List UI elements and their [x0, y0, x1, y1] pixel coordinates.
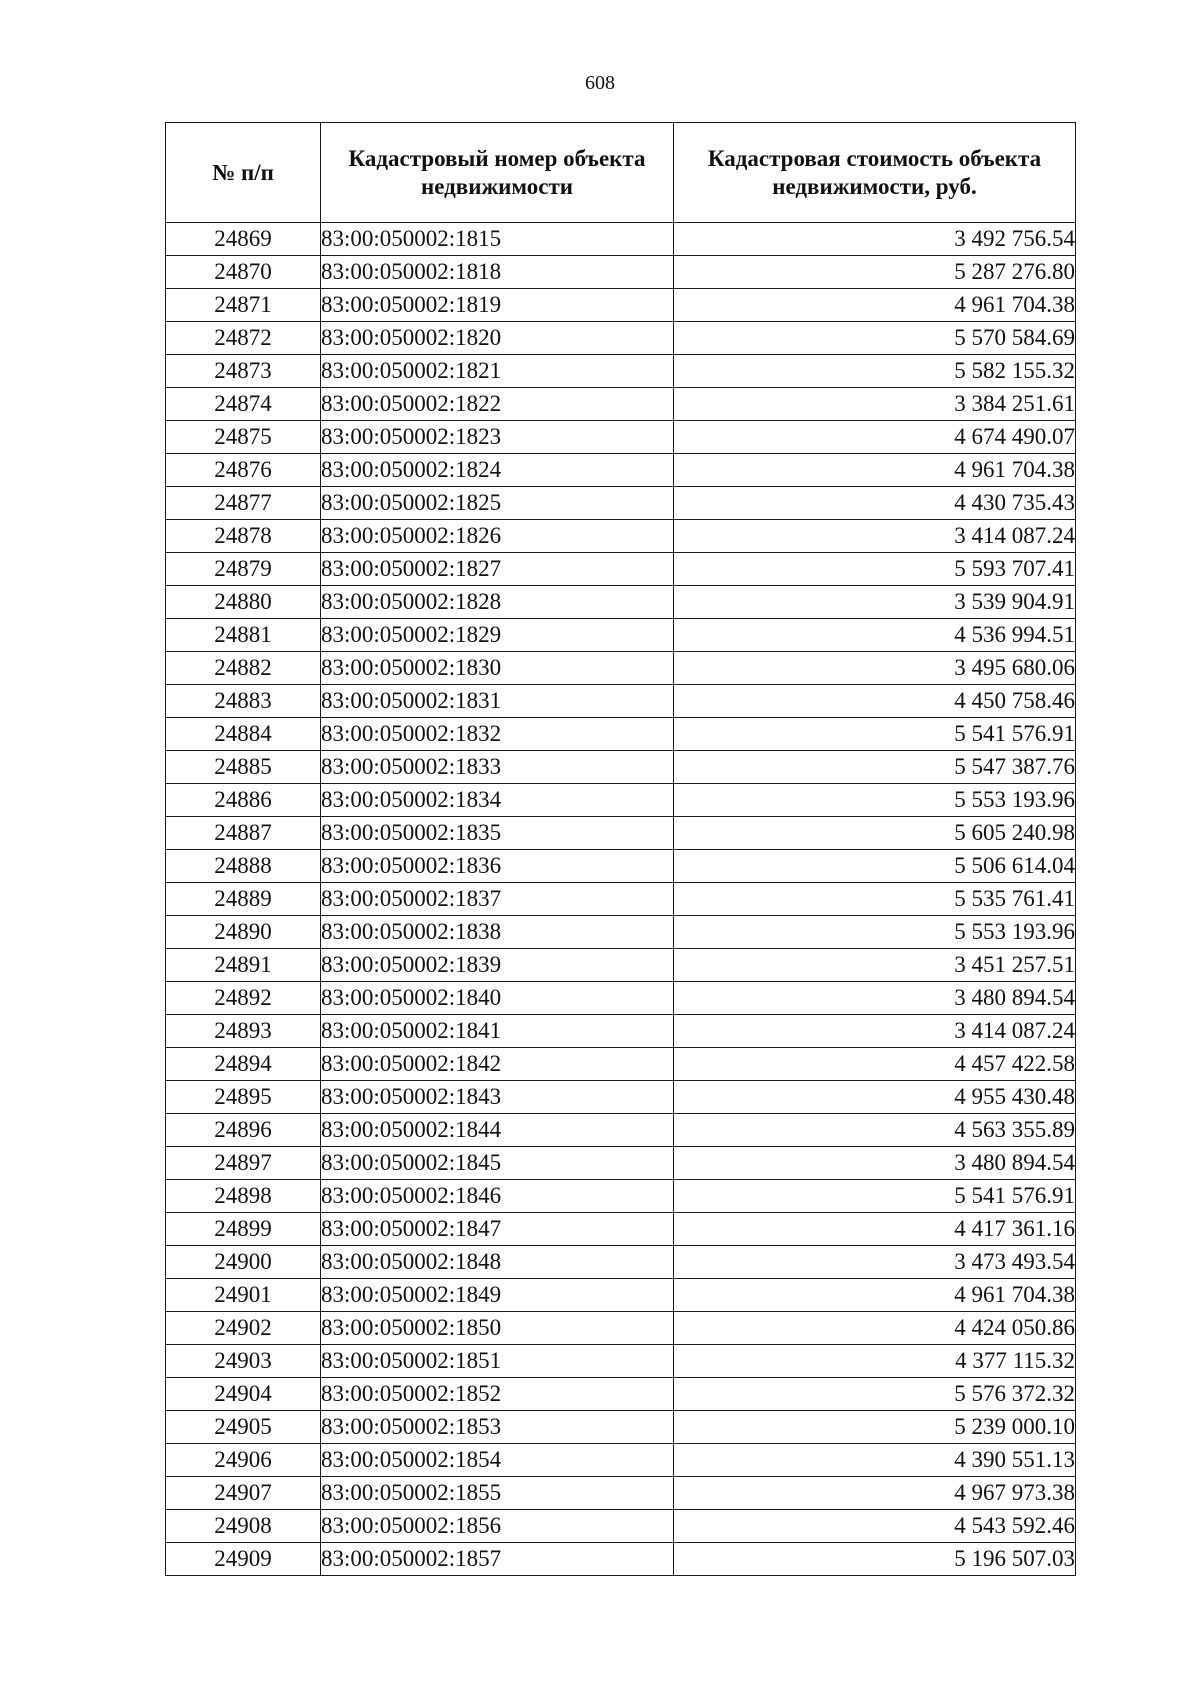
row-number: 24880	[166, 586, 321, 619]
table-row	[166, 916, 1076, 949]
cadastral-number: 83:00:050002:1818	[321, 256, 674, 289]
cadastral-value: 3 414 087.24	[674, 1015, 1076, 1048]
cadastral-value: 4 674 490.07	[674, 421, 1076, 454]
cadastral-number: 83:00:050002:1831	[321, 685, 674, 718]
table-row	[166, 421, 1076, 454]
cadastral-number: 83:00:050002:1822	[321, 388, 674, 421]
table-row	[166, 553, 1076, 586]
cadastral-number: 83:00:050002:1850	[321, 1312, 674, 1345]
table-row	[166, 619, 1076, 652]
cadastral-number: 83:00:050002:1834	[321, 784, 674, 817]
cadastral-number: 83:00:050002:1837	[321, 883, 674, 916]
cadastral-value: 3 473 493.54	[674, 1246, 1076, 1279]
row-number: 24874	[166, 388, 321, 421]
cadastral-value: 3 451 257.51	[674, 949, 1076, 982]
table-row	[166, 982, 1076, 1015]
cadastral-value: 4 457 422.58	[674, 1048, 1076, 1081]
cadastral-value: 4 430 735.43	[674, 487, 1076, 520]
table-row	[166, 586, 1076, 619]
row-number: 24876	[166, 454, 321, 487]
row-number: 24906	[166, 1444, 321, 1477]
table-row	[166, 322, 1076, 355]
cadastral-number: 83:00:050002:1830	[321, 652, 674, 685]
table-row	[166, 355, 1076, 388]
table-row	[166, 817, 1076, 850]
table-row	[166, 1411, 1076, 1444]
cadastral-number: 83:00:050002:1848	[321, 1246, 674, 1279]
cadastral-number: 83:00:050002:1821	[321, 355, 674, 388]
table-row	[166, 1015, 1076, 1048]
cadastral-number: 83:00:050002:1826	[321, 520, 674, 553]
row-number: 24882	[166, 652, 321, 685]
cadastral-value: 4 424 050.86	[674, 1312, 1076, 1345]
row-number: 24899	[166, 1213, 321, 1246]
cadastral-number: 83:00:050002:1833	[321, 751, 674, 784]
cadastral-value: 4 563 355.89	[674, 1114, 1076, 1147]
row-number: 24903	[166, 1345, 321, 1378]
table-row	[166, 1114, 1076, 1147]
table-row	[166, 1312, 1076, 1345]
cadastral-number: 83:00:050002:1829	[321, 619, 674, 652]
row-number: 24885	[166, 751, 321, 784]
cadastral-number: 83:00:050002:1838	[321, 916, 674, 949]
cadastral-number: 83:00:050002:1840	[321, 982, 674, 1015]
row-number: 24894	[166, 1048, 321, 1081]
table-row	[166, 718, 1076, 751]
cadastral-number: 83:00:050002:1842	[321, 1048, 674, 1081]
cadastral-value: 3 492 756.54	[674, 223, 1076, 256]
cadastral-number: 83:00:050002:1855	[321, 1477, 674, 1510]
header-cadastral-value: Кадастровая стоимость объекта недвижимости, руб.	[674, 123, 1076, 223]
row-number: 24901	[166, 1279, 321, 1312]
row-number: 24884	[166, 718, 321, 751]
header-cadastral-number: Кадастровый номер объекта недвижимости	[321, 123, 674, 223]
header-row-number: № п/п	[166, 123, 321, 223]
cadastral-number: 83:00:050002:1825	[321, 487, 674, 520]
cadastral-number: 83:00:050002:1844	[321, 1114, 674, 1147]
cadastral-number: 83:00:050002:1852	[321, 1378, 674, 1411]
cadastral-value: 3 480 894.54	[674, 982, 1076, 1015]
cadastral-value: 4 417 361.16	[674, 1213, 1076, 1246]
table-row	[166, 1147, 1076, 1180]
table-row	[166, 1510, 1076, 1543]
table-row	[166, 1213, 1076, 1246]
cadastral-value: 3 414 087.24	[674, 520, 1076, 553]
cadastral-value: 5 535 761.41	[674, 883, 1076, 916]
row-number: 24890	[166, 916, 321, 949]
row-number: 24869	[166, 223, 321, 256]
table-row	[166, 1279, 1076, 1312]
cadastral-value: 5 196 507.03	[674, 1543, 1076, 1576]
table-row	[166, 487, 1076, 520]
row-number: 24881	[166, 619, 321, 652]
cadastral-value: 5 239 000.10	[674, 1411, 1076, 1444]
row-number: 24902	[166, 1312, 321, 1345]
cadastral-number: 83:00:050002:1836	[321, 850, 674, 883]
cadastre-table	[165, 122, 1076, 1576]
row-number: 24892	[166, 982, 321, 1015]
table-row	[166, 850, 1076, 883]
cadastral-number: 83:00:050002:1845	[321, 1147, 674, 1180]
cadastral-number: 83:00:050002:1824	[321, 454, 674, 487]
row-number: 24879	[166, 553, 321, 586]
row-number: 24893	[166, 1015, 321, 1048]
cadastral-value: 5 570 584.69	[674, 322, 1076, 355]
row-number: 24889	[166, 883, 321, 916]
table-row	[166, 520, 1076, 553]
cadastral-number: 83:00:050002:1819	[321, 289, 674, 322]
cadastral-number: 83:00:050002:1857	[321, 1543, 674, 1576]
cadastral-value: 3 539 904.91	[674, 586, 1076, 619]
cadastral-number: 83:00:050002:1835	[321, 817, 674, 850]
cadastral-number: 83:00:050002:1847	[321, 1213, 674, 1246]
row-number: 24898	[166, 1180, 321, 1213]
row-number: 24905	[166, 1411, 321, 1444]
row-number: 24887	[166, 817, 321, 850]
cadastral-number: 83:00:050002:1839	[321, 949, 674, 982]
row-number: 24896	[166, 1114, 321, 1147]
cadastral-number: 83:00:050002:1815	[321, 223, 674, 256]
table-row	[166, 652, 1076, 685]
table-row	[166, 1048, 1076, 1081]
table-row	[166, 751, 1076, 784]
cadastral-number: 83:00:050002:1849	[321, 1279, 674, 1312]
row-number: 24870	[166, 256, 321, 289]
cadastral-value: 5 547 387.76	[674, 751, 1076, 784]
cadastral-value: 5 287 276.80	[674, 256, 1076, 289]
header-row	[166, 123, 1076, 223]
cadastral-number: 83:00:050002:1856	[321, 1510, 674, 1543]
cadastral-value: 5 593 707.41	[674, 553, 1076, 586]
cadastral-value: 4 961 704.38	[674, 454, 1076, 487]
cadastral-number: 83:00:050002:1854	[321, 1444, 674, 1477]
row-number: 24878	[166, 520, 321, 553]
row-number: 24907	[166, 1477, 321, 1510]
table-row	[166, 223, 1076, 256]
cadastral-value: 4 961 704.38	[674, 289, 1076, 322]
cadastral-value: 4 543 592.46	[674, 1510, 1076, 1543]
cadastral-value: 3 480 894.54	[674, 1147, 1076, 1180]
table-row	[166, 388, 1076, 421]
cadastral-number: 83:00:050002:1827	[321, 553, 674, 586]
cadastral-number: 83:00:050002:1832	[321, 718, 674, 751]
cadastral-number: 83:00:050002:1851	[321, 1345, 674, 1378]
cadastral-value: 5 541 576.91	[674, 1180, 1076, 1213]
cadastral-value: 4 955 430.48	[674, 1081, 1076, 1114]
cadastral-value: 4 536 994.51	[674, 619, 1076, 652]
cadastral-value: 4 450 758.46	[674, 685, 1076, 718]
cadastral-value: 3 495 680.06	[674, 652, 1076, 685]
cadastral-value: 4 377 115.32	[674, 1345, 1076, 1378]
cadastral-value: 5 605 240.98	[674, 817, 1076, 850]
table-row	[166, 454, 1076, 487]
row-number: 24897	[166, 1147, 321, 1180]
row-number: 24875	[166, 421, 321, 454]
cadastral-value: 5 576 372.32	[674, 1378, 1076, 1411]
table-row	[166, 883, 1076, 916]
cadastral-value: 5 541 576.91	[674, 718, 1076, 751]
table-header	[166, 123, 1076, 223]
page-number: 608	[585, 72, 615, 94]
row-number: 24888	[166, 850, 321, 883]
row-number: 24873	[166, 355, 321, 388]
table-row	[166, 1246, 1076, 1279]
row-number: 24900	[166, 1246, 321, 1279]
cadastral-number: 83:00:050002:1841	[321, 1015, 674, 1048]
cadastral-value: 4 390 551.13	[674, 1444, 1076, 1477]
table-row	[166, 1345, 1076, 1378]
cadastral-value: 4 961 704.38	[674, 1279, 1076, 1312]
table-row	[166, 1477, 1076, 1510]
cadastral-value: 4 967 973.38	[674, 1477, 1076, 1510]
table-row	[166, 1081, 1076, 1114]
cadastral-number: 83:00:050002:1853	[321, 1411, 674, 1444]
row-number: 24883	[166, 685, 321, 718]
cadastral-value: 5 506 614.04	[674, 850, 1076, 883]
cadastral-number: 83:00:050002:1846	[321, 1180, 674, 1213]
row-number: 24909	[166, 1543, 321, 1576]
cadastral-value: 5 553 193.96	[674, 784, 1076, 817]
table-body	[166, 223, 1076, 1576]
table-row	[166, 685, 1076, 718]
row-number: 24891	[166, 949, 321, 982]
table-row	[166, 1180, 1076, 1213]
row-number: 24886	[166, 784, 321, 817]
row-number: 24904	[166, 1378, 321, 1411]
row-number: 24908	[166, 1510, 321, 1543]
cadastral-number: 83:00:050002:1820	[321, 322, 674, 355]
cadastral-value: 5 553 193.96	[674, 916, 1076, 949]
table-row	[166, 1444, 1076, 1477]
row-number: 24872	[166, 322, 321, 355]
table-row	[166, 1543, 1076, 1576]
cadastral-number: 83:00:050002:1843	[321, 1081, 674, 1114]
cadastral-number: 83:00:050002:1823	[321, 421, 674, 454]
cadastral-number: 83:00:050002:1828	[321, 586, 674, 619]
table-row	[166, 949, 1076, 982]
cadastral-value: 5 582 155.32	[674, 355, 1076, 388]
row-number: 24877	[166, 487, 321, 520]
table-row	[166, 256, 1076, 289]
row-number: 24895	[166, 1081, 321, 1114]
cadastral-value: 3 384 251.61	[674, 388, 1076, 421]
table-row	[166, 289, 1076, 322]
table-row	[166, 1378, 1076, 1411]
row-number: 24871	[166, 289, 321, 322]
table-row	[166, 784, 1076, 817]
